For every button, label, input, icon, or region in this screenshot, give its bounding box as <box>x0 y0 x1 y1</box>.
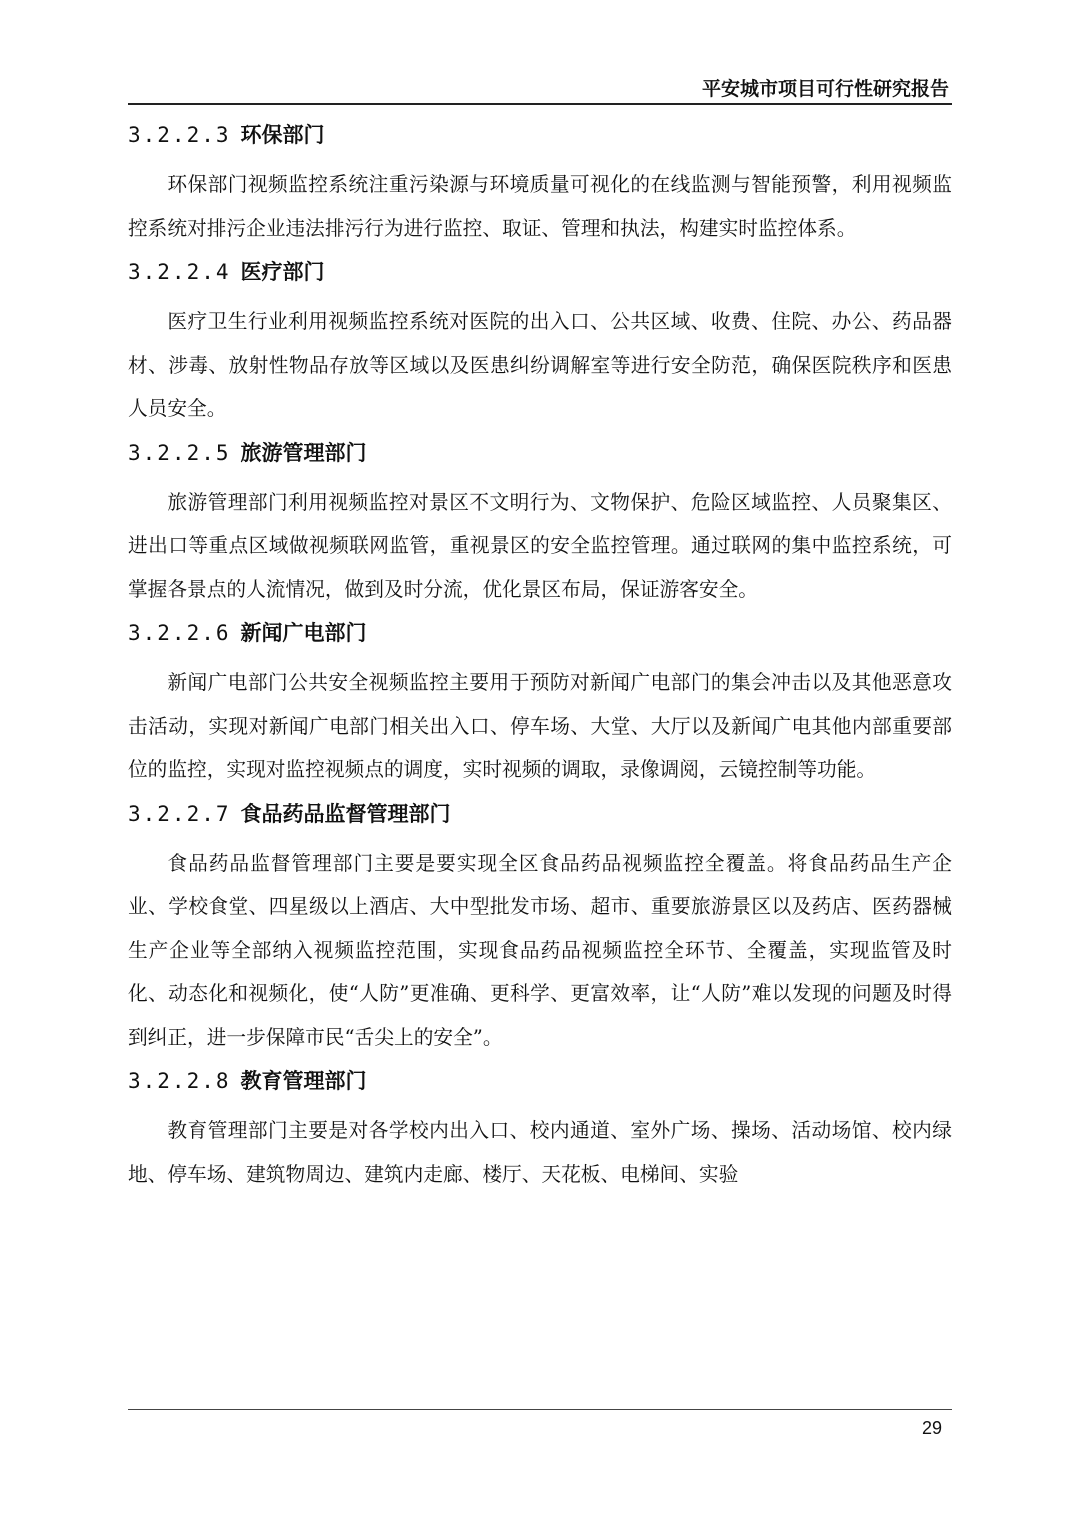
section-paragraph: 新闻广电部门公共安全视频监控主要用于预防对新闻广电部门的集会冲击以及其他恶意攻击活动，实现对新闻广电部门相关出入口、停车场、大堂、大厅以及新闻广电其他内部重要部位的监控，实现对监控视频点的调度，实时视频的调取，录像调阅，云镜控制等功能。 <box>128 671 952 781</box>
header-rule <box>128 103 952 105</box>
section-heading <box>128 611 952 656</box>
section-paragraph: 医疗卫生行业利用视频监控系统对医院的出入口、公共区域、收费、住院、办公、药品器材、涉毒、放射性物品存放等区域以及医患纠纷调解室等进行安全防范，确保医院秩序和医患人员安全。 <box>128 310 952 420</box>
section-heading <box>128 431 952 476</box>
section-heading <box>128 1059 952 1104</box>
section-title: 旅游管理部门 <box>240 440 367 465</box>
section-heading <box>128 250 952 295</box>
section-title: 环保部门 <box>240 123 325 147</box>
section-medical <box>128 250 952 431</box>
section-heading <box>128 792 952 837</box>
section-paragraph: 环保部门视频监控系统注重污染源与环境质量可视化的在线监测与智能预警，利用视频监控系统对排污企业违法排污行为进行监控、取证、管理和执法，构建实时监控体系。 <box>128 173 952 240</box>
section-tourism <box>128 431 952 612</box>
section-number: 3.2.2.4 <box>128 260 231 284</box>
section-number: 3.2.2.5 <box>128 440 231 465</box>
section-title: 教育管理部门 <box>240 1069 367 1093</box>
section-heading <box>128 113 952 158</box>
section-number: 3.2.2.6 <box>128 621 231 645</box>
section-food-drug <box>128 792 952 1060</box>
section-paragraph: 食品药品监督管理部门主要是要实现全区食品药品视频监控全覆盖。将食品药品生产企业、学校食堂、四星级以上酒店、大中型批发市场、超市、重要旅游景区以及药店、医药器械生产企业等全部纳入视频监控范围，实现食品药品视频监控全环节、全覆盖，实现监管及时化、动态化和视频化，使“人防”更准确、更科学、更富效率，让“人防”难以发现的问题及时得到纠正，进一步保障市民“舌尖上的安全”。 <box>128 851 952 1049</box>
running-header-title: 平安城市项目可行性研究报告 <box>701 78 949 100</box>
footer-rule <box>128 1409 952 1410</box>
section-title: 新闻广电部门 <box>240 621 367 645</box>
section-paragraph: 教育管理部门主要是对各学校内出入口、校内通道、室外广场、操场、活动场馆、校内绿地、停车场、建筑物周边、建筑内走廊、楼厅、天花板、电梯间、实验 <box>128 1119 952 1186</box>
section-education <box>128 1059 952 1196</box>
section-number: 3.2.2.8 <box>128 1069 231 1093</box>
section-number: 3.2.2.7 <box>128 801 231 826</box>
section-number: 3.2.2.3 <box>128 123 231 147</box>
section-press-broadcasting <box>128 611 952 792</box>
section-title: 医疗部门 <box>240 260 325 284</box>
section-paragraph: 旅游管理部门利用视频监控对景区不文明行为、文物保护、危险区域监控、人员聚集区、进出口等重点区域做视频联网监管，重视景区的安全监控管理。通过联网的集中监控系统，可掌握各景点的人流情况，做到及时分流，优化景区布局，保证游客安全。 <box>128 490 952 601</box>
page-number: 29 <box>921 1418 942 1438</box>
page-content <box>128 113 952 1196</box>
section-environmental-protection <box>128 113 952 250</box>
section-title: 食品药品监督管理部门 <box>240 801 451 826</box>
